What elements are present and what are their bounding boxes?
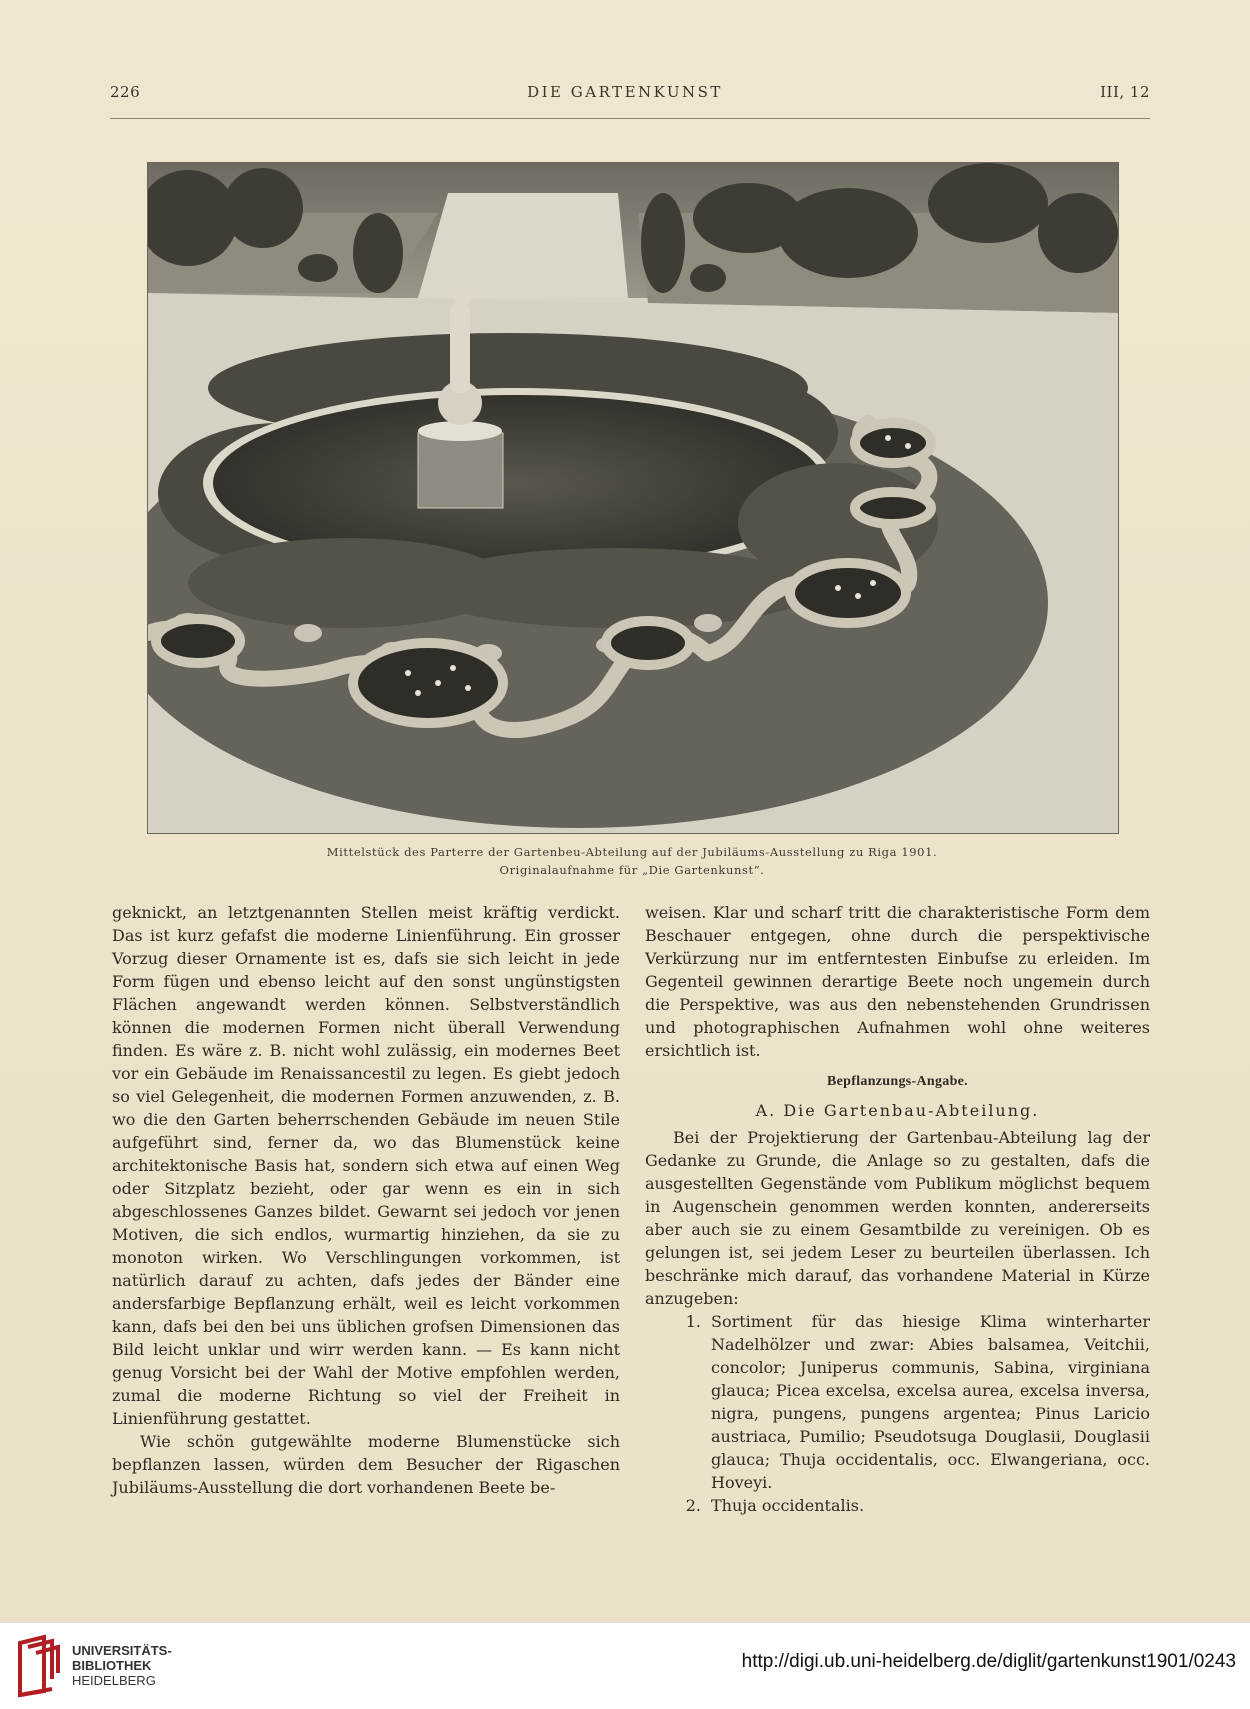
list-item — [645, 1494, 1150, 1517]
journal-title: DIE GARTENKUNST — [527, 83, 723, 101]
photo-caption-line2: Originalaufnahme für „Die Gartenkunst“. — [499, 863, 765, 877]
issue-number: III, 12 — [1100, 83, 1150, 101]
library-name — [72, 1643, 172, 1688]
library-name-line1: UNIVERSITÄTS- — [72, 1643, 172, 1658]
list-number: 1. — [685, 1312, 701, 1331]
source-url-link[interactable]: http://digi.ub.uni-heidelberg.de/diglit/gartenkunst1901/0243 — [741, 1651, 1236, 1672]
list-text: Sortiment für das hiesige Klima winterharter Nadelhölzer und zwar: Abies balsamea, Veitchii, concolor; Juniperus communis, Sabina, virginiana glauca; Picea excelsa, excelsa aurea, excelsa inversa, nigra, pungens, pungens argentea; Pinus Laricio austriaca, Pumilio; Pseudotsuga Douglasii, Douglasii glauca; Thuja occidentalis, occ. Elwangeriana, occ. Hoveyi. — [711, 1312, 1150, 1492]
garden-photograph — [147, 162, 1119, 834]
left-paragraph-1: geknickt, an letztgenannten Stellen meist kräftig verdickt. Das ist kurz gefafst die moderne Linienführung. Ein grosser Vorzug dieser Ornamente ist es, dafs sie sich leicht in jede Form fügen und ebenso leicht auf den sonst ungünstigsten Flächen angewandt werden können. Selbstverständlich können die modernen Formen nicht überall Verwendung finden. Es wäre z. B. nicht wohl zulässig, ein modernes Beet vor ein Gebäude im Renaissancestil zu legen. Es giebt jedoch so viel Gelegenheit, die modernen Formen anzuwenden, z. B. wo die den Garten beherrschenden Gebäude im neuen Stile aufgeführt sind, ferner da, wo das Blumenstück keine architektonische Basis hat, sondern sich etwa auf einen Weg oder Sitzplatz bezieht, oder gar wenn es ein in sich abgeschlossenes Ganzes bildet. Gewarnt sei jedoch vor jenen Motiven, die sich endlos, wurmartig hinziehen, da sie zu monoton wirken. Wo Verschlingungen vorkommen, ist natürlich darauf zu achten, dafs jedes der Bänder eine andersfarbige Bepflanzung erhält, weil es leicht vorkommen kann, dafs bei den bei uns üblichen grofsen Dimensionen das Bild leicht unklar und wirr werden kann. — Es kann nicht genug Vorsicht bei der Wahl der Motive empfohlen werden, zumal die moderne Richtung so viel der Freiheit in Linienführung gestattet. — [112, 903, 620, 1428]
left-paragraph-2: Wie schön gutgewählte moderne Blumenstücke sich bepflanzen lassen, würden dem Besucher der Rigaschen Jubiläums-Ausstellung die dort vorhandenen Beete be- — [112, 1432, 620, 1497]
viewer-footer — [0, 1622, 1250, 1709]
right-paragraph-2: Bei der Projektierung der Gartenbau-Abteilung lag der Gedanke zu Grunde, die Anlage so zu gestalten, dafs die ausgestellten Gegenstände vom Publikum möglichst bequem in Augenschein genommen werden konnten, andererseits aber auch sie zu einem Gesamtbilde zu vereinigen. Ob es gelungen ist, sei jedem Leser zu beurteilen überlassen. Ich beschränke mich darauf, das vorhandene Material in Kürze anzugeben: — [645, 1128, 1150, 1308]
planting-heading: Bepflanzungs-Angabe. — [827, 1074, 968, 1089]
list-text: Thuja occidentalis. — [711, 1496, 865, 1515]
list-item — [645, 1310, 1150, 1494]
header-rule — [110, 118, 1150, 119]
right-column — [645, 901, 1150, 1517]
right-paragraph-1: weisen. Klar und scharf tritt die charakteristische Form dem Beschauer entgegen, ohne durch die perspektivische Verkürzung nur im entferntesten Einbufse zu erleiden. Im Gegenteil gewinnen derartige Beete noch ungemein durch die Perspektive, was aus den nebenstehenden Grundrissen und photographischen Aufnahmen wohl ohne weiteres ersichtlich ist. — [645, 903, 1150, 1060]
library-name-line2: BIBLIOTHEK — [72, 1658, 152, 1673]
library-name-line3: HEIDELBERG — [72, 1673, 156, 1688]
photo-caption-line1: Mittelstück des Parterre der Gartenbeu-Abteilung auf der Jubiläums-Ausstellung zu Riga 1901. — [326, 845, 938, 859]
library-logo-icon — [14, 1633, 64, 1699]
left-column — [112, 901, 620, 1499]
section-subheading: A. Die Gartenbau-Abteilung. — [755, 1101, 1040, 1120]
page-number: 226 — [110, 83, 141, 101]
list-number: 2. — [685, 1496, 701, 1515]
